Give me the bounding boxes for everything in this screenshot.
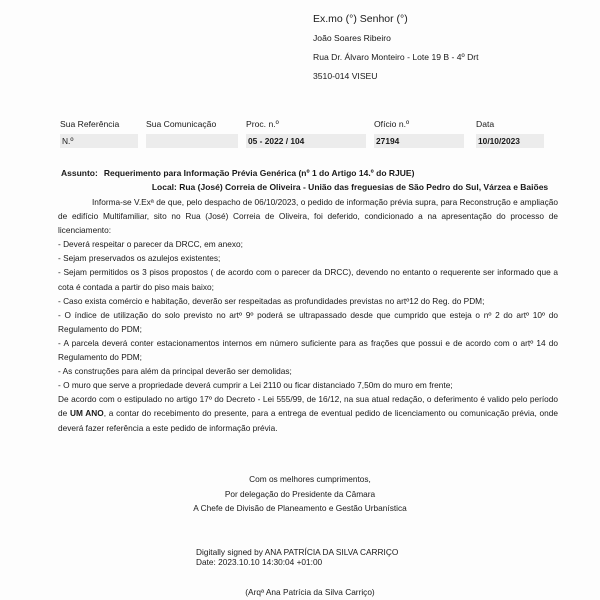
- body-item: - As construções para além da principal deverão ser demolidas;: [58, 366, 292, 377]
- ref-oficio: [374, 118, 410, 146]
- addressee-salutation: Ex.mo (°) Senhor (°): [313, 13, 408, 25]
- local-text: Local: Rua (José) Correia de Oliveira - União das freguesias de São Pedro do Sul, Várzea e Baiões: [151, 182, 549, 192]
- ref-label: Proc. n.º: [246, 119, 279, 129]
- ref-value: 05 - 2022 / 104: [246, 134, 366, 148]
- addressee-street: Rua Dr. Álvaro Monteiro - Lote 19 B - 4º Drt: [313, 52, 479, 62]
- ref-sua-comunicacao: [146, 118, 216, 130]
- ref-label: Data: [476, 119, 495, 129]
- letter-body: [58, 195, 558, 435]
- signatory-name: (Arqª Ana Patrícia da Silva Carriço): [245, 587, 375, 597]
- local-line: [0, 181, 600, 193]
- closing-greeting: Com os melhores cumprimentos,: [249, 474, 371, 484]
- closing-block: [0, 472, 600, 516]
- body-item: - Sejam permitidos os 3 pisos propostos ( de acordo com o parecer da DRCC), devendo no entanto o requerente ser informado que a cota é contada a partir do piso mais baixo;: [58, 267, 558, 292]
- signature-signed-by: Digitally signed by ANA PATRÍCIA DA SILVA CARRIÇO: [196, 547, 399, 557]
- ref-label: Sua Referência: [60, 119, 120, 129]
- ref-proc: [246, 118, 305, 146]
- addressee-block: [313, 10, 479, 86]
- ref-value: 27194: [374, 134, 464, 148]
- validity-period: UM ANO: [69, 408, 104, 419]
- validity-text-after: , a contar do recebimento do presente, para a entrega de eventual pedido de licenciamento ou comunicação prévia, onde deverá fazer referência a este pedido de informação prévia.: [58, 408, 558, 433]
- validity-paragraph: [58, 392, 558, 434]
- body-item: - Sejam preservados os azulejos existentes;: [58, 253, 221, 264]
- body-item: - O índice de utilização do solo previsto no artº 9º poderá se ultrapassado desde que cumprido que esteja o nº 2 do artº 10º do Regulamento do PDM;: [58, 309, 558, 334]
- subject-label: Assunto:: [61, 168, 98, 178]
- signatory-name-line: [0, 587, 600, 597]
- signature-date: Date: 2023.10.10 14:30:04 +01:00: [196, 557, 323, 567]
- ref-value: N.º: [60, 134, 138, 148]
- closing-role: A Chefe de Divisão de Planeamento e Gestão Urbanística: [193, 503, 407, 513]
- ref-value: 10/10/2023: [476, 134, 544, 148]
- ref-label: Ofício n.º: [374, 119, 410, 129]
- ref-data: [476, 118, 520, 146]
- addressee-name: João Soares Ribeiro: [313, 33, 391, 43]
- subject-text: Requerimento para Informação Prévia Genérica (nº 1 do Artigo 14.º do RJUE): [103, 168, 415, 178]
- body-item: - Caso exista comércio e habitação, deverão ser respeitadas as profundidades previstas no artº12 do Reg. do PDM;: [58, 295, 485, 306]
- validity-text-before: De acordo com o estipulado no artigo 17º do Decreto - Lei 555/99, de 16/12, na sua atual redação, o deferimento é valido pelo período de: [58, 394, 558, 419]
- ref-sua-referencia: [60, 118, 120, 146]
- addressee-postal: 3510-014 VISEU: [313, 71, 378, 81]
- subject-line: [61, 167, 561, 179]
- digital-signature: [196, 547, 398, 567]
- ref-value: [146, 134, 238, 148]
- body-item: - A parcela deverá conter estacionamentos internos em número suficiente para as frações que possui e de acordo com o artº 14 do Regulamento do PDM;: [58, 337, 558, 363]
- body-item: - Deverá respeitar o parecer da DRCC, em anexo;: [58, 239, 243, 250]
- body-item: - O muro que serve a propriedade deverá cumprir a Lei 2110 ou ficar distanciado 7,50m do muro em frente;: [58, 380, 453, 391]
- closing-delegation: Por delegação do Presidente da Câmara: [224, 488, 376, 499]
- ref-label: Sua Comunicação: [146, 119, 217, 129]
- body-paragraph: Informa-se V.Exª de que, pelo despacho de 06/10/2023, o pedido de informação prévia supra, para Reconstrução e ampliação de edifício Multifamiliar, sito no Rua (José) Correia de Oliveira, foi deferido, condicionado a na apresentação do processo de licenciamento:: [58, 197, 558, 236]
